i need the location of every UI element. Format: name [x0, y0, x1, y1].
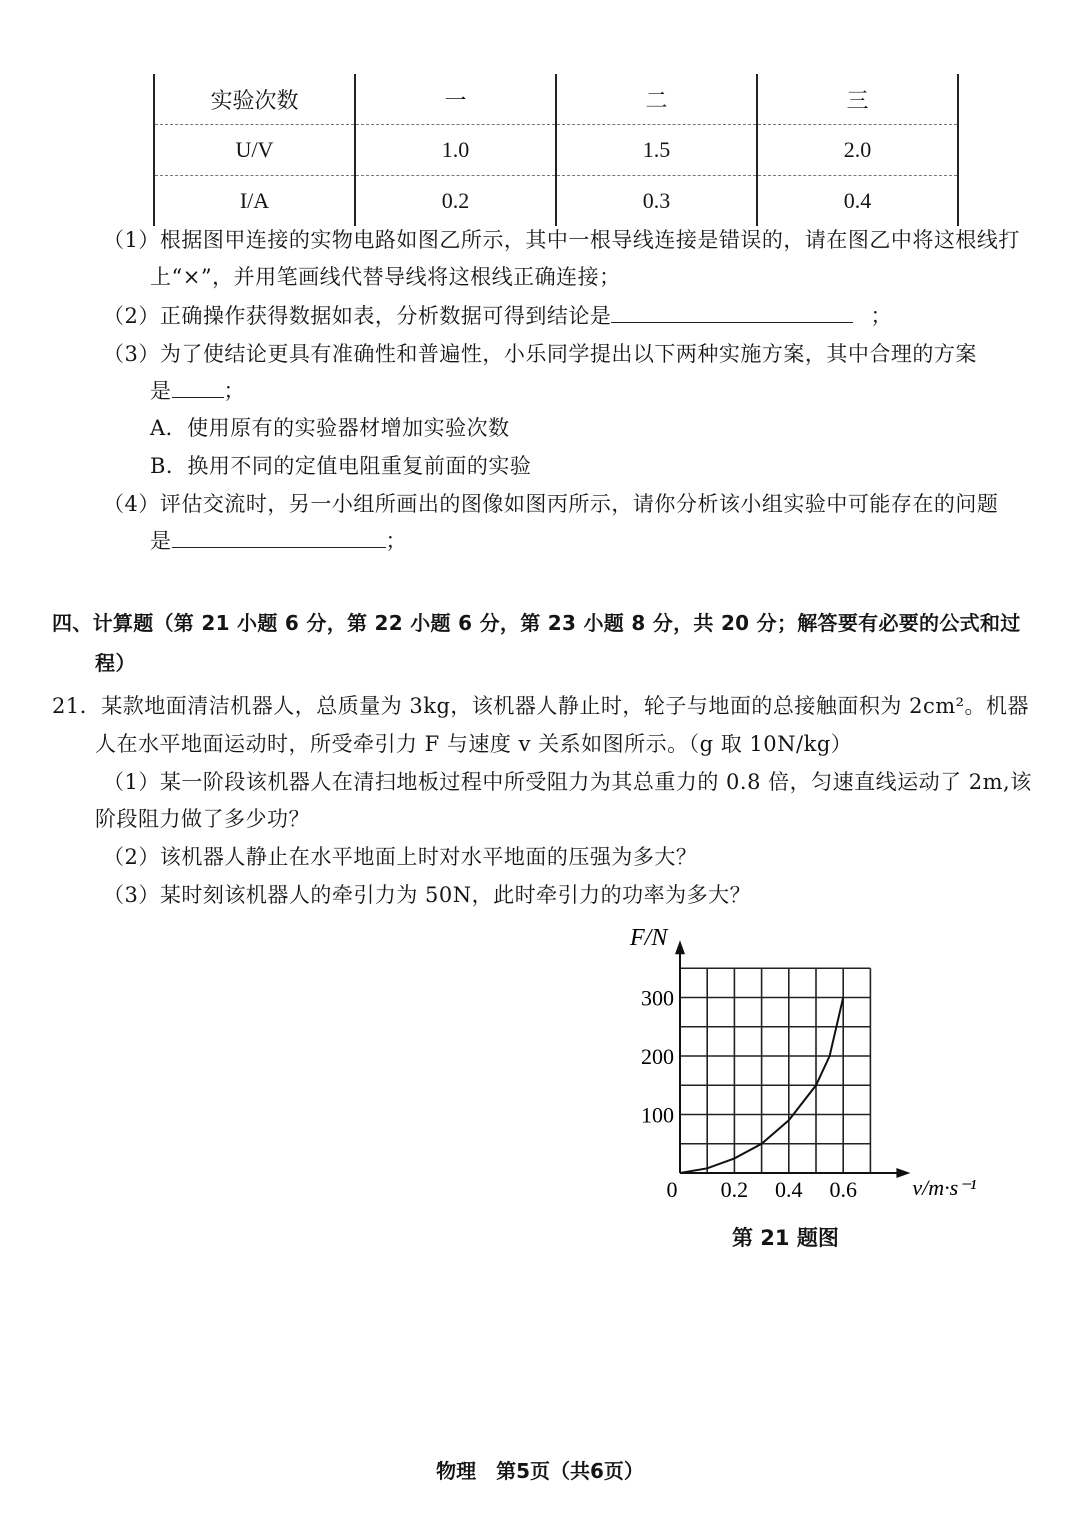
q20-part2 — [103, 298, 892, 334]
q20-part3-end: ； — [223, 379, 245, 403]
q21-part2: （2）该机器人静止在水平地面上时对水平地面的压强为多大？ — [103, 845, 698, 869]
y-tick-label: 200 — [641, 1044, 674, 1069]
q20-part3-line2 — [150, 373, 245, 409]
force-velocity-chart — [620, 915, 977, 1215]
table-cell: 0.3 — [556, 176, 757, 227]
x-axis-arrow — [896, 1168, 910, 1178]
answer-blank[interactable] — [172, 523, 386, 548]
q21-stem-line2: 人在水平地面运动时，所受牵引力 F 与速度 v 关系如图所示。（g 取 10N/kg） — [95, 732, 853, 756]
q20-part1-line2: 上“×”，并用笔画线代替导线将这根线正确连接； — [150, 265, 621, 289]
section-heading-line2: 程） — [95, 651, 136, 675]
origin-label: 0 — [666, 1177, 678, 1202]
answer-blank[interactable] — [172, 373, 224, 398]
q21-stem-line1: 21．某款地面清洁机器人，总质量为 3kg，该机器人静止时，轮子与地面的总接触面积为 2cm²。机器 — [52, 694, 1030, 718]
q21-part1-line1: （1）某一阶段该机器人在清扫地板过程中所受阻力为其总重力的 0.8 倍，匀速直线运动了 2m,该 — [103, 770, 1032, 794]
x-tick-label: 0.6 — [829, 1177, 857, 1202]
y-tick-label: 100 — [641, 1102, 674, 1128]
answer-blank[interactable] — [611, 298, 853, 323]
table-cell: 1.5 — [556, 125, 757, 176]
table-row — [154, 176, 958, 227]
table-header-row — [154, 74, 958, 125]
q20-part2-end: ； — [870, 304, 893, 328]
y-axis-label: F/N — [630, 925, 668, 951]
q21-part3: （3）某时刻该机器人的牵引力为 50N，此时牵引力的功率为多大？ — [103, 883, 752, 907]
table-cell: 1.0 — [355, 125, 556, 176]
chart-axes — [629, 925, 976, 1200]
q21-part1-line2: 阶段阻力做了多少功？ — [95, 807, 310, 831]
table-cell: I/A — [154, 176, 355, 227]
q20-part1-line1: （1）根据图甲连接的实物电路如图乙所示，其中一根导线连接是错误的，请在图乙中将这根线打 — [103, 228, 1020, 252]
chart-caption: 第 21 题图 — [732, 1226, 839, 1250]
table-header-cell: 三 — [757, 74, 958, 125]
y-tick-label: 300 — [641, 985, 674, 1011]
q20-part3-pre: 是 — [150, 379, 172, 403]
chart-ticks — [641, 986, 857, 1203]
table-cell: 2.0 — [757, 125, 958, 176]
q20-part2-text: （2）正确操作获得数据如表，分析数据可得到结论是 — [103, 304, 612, 328]
data-table — [153, 74, 959, 226]
q20-option-b: B．换用不同的定值电阻重复前面的实验 — [150, 454, 532, 478]
page-footer: 物理 第5页（共6页） — [436, 1459, 644, 1483]
table-cell: 0.2 — [355, 176, 556, 227]
table-header-cell: 实验次数 — [154, 74, 355, 125]
table-header-cell: 一 — [355, 74, 556, 125]
q20-part3-line1: （3）为了使结论更具有准确性和普遍性，小乐同学提出以下两种实施方案，其中合理的方案 — [103, 342, 977, 366]
table-header-cell: 二 — [556, 74, 757, 125]
y-axis-arrow — [675, 940, 685, 954]
table-cell: U/V — [154, 125, 355, 176]
q20-part4-line2 — [150, 523, 407, 559]
q20-option-a: A．使用原有的实验器材增加实验次数 — [150, 416, 510, 440]
x-axis-label: v/m·s⁻¹ — [912, 1175, 977, 1200]
x-tick-label: 0.4 — [775, 1177, 803, 1202]
q20-part4-line1: （4）评估交流时，另一小组所画出的图像如图丙所示，请你分析该小组实验中可能存在的问题 — [103, 492, 999, 516]
table-cell: 0.4 — [757, 176, 958, 227]
x-tick-label: 0.2 — [720, 1177, 749, 1202]
q20-part4-pre: 是 — [150, 529, 172, 553]
table-row — [154, 125, 958, 176]
section-heading-line1: 四、计算题（第 21 小题 6 分，第 22 小题 6 分，第 23 小题 8 分，共 20 分；解答要有必要的公式和过 — [52, 611, 1021, 635]
q20-part4-end: ； — [385, 529, 407, 553]
